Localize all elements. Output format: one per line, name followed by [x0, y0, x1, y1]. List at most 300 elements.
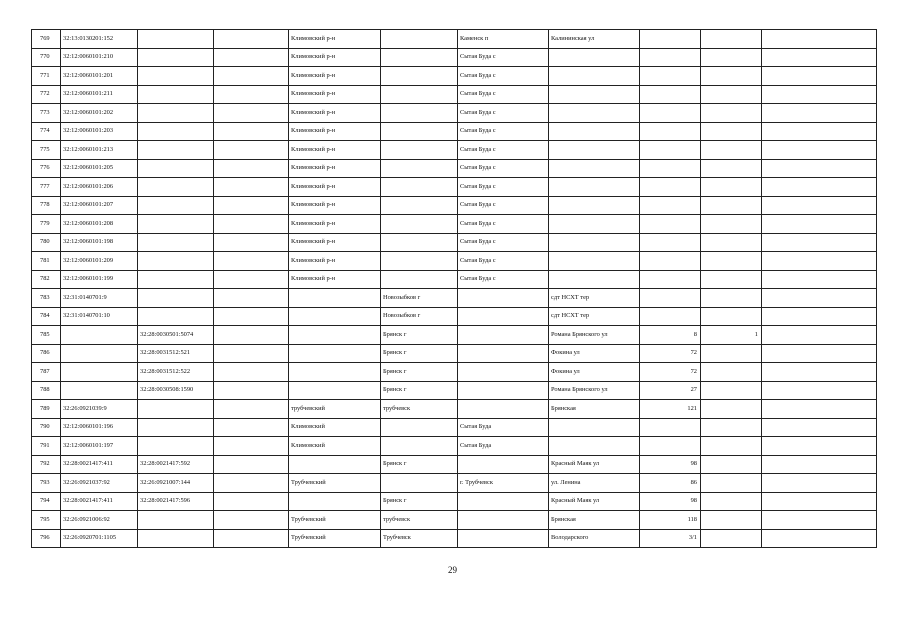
district-cell: Трубчевский [289, 511, 381, 530]
row-number-cell: 770 [32, 48, 61, 67]
settlement-cell: Сытая Буда с [458, 178, 549, 197]
building-number-cell [701, 492, 762, 511]
related-cadastral-number-cell [138, 233, 214, 252]
street-cell [549, 85, 640, 104]
col-4-cell [214, 307, 289, 326]
row-number-cell: 789 [32, 400, 61, 419]
col-11-cell [762, 122, 877, 141]
table-row [32, 492, 877, 511]
street-cell: ул. Ленина [549, 474, 640, 493]
house-number-cell [640, 122, 701, 141]
house-number-cell [640, 48, 701, 67]
col-11-cell [762, 270, 877, 289]
col-11-cell [762, 289, 877, 308]
house-number-cell: 72 [640, 344, 701, 363]
building-number-cell [701, 511, 762, 530]
col-11-cell [762, 363, 877, 382]
building-number-cell [701, 529, 762, 548]
related-cadastral-number-cell: 32:28:0030508:1590 [138, 381, 214, 400]
table-row [32, 67, 877, 86]
settlement-cell: Каменск п [458, 30, 549, 49]
city-cell [381, 474, 458, 493]
related-cadastral-number-cell [138, 48, 214, 67]
table-row [32, 48, 877, 67]
row-number-cell: 776 [32, 159, 61, 178]
settlement-cell: г. Трубчевск [458, 474, 549, 493]
table-row [32, 363, 877, 382]
house-number-cell [640, 233, 701, 252]
row-number-cell: 779 [32, 215, 61, 234]
related-cadastral-number-cell [138, 85, 214, 104]
cadastral-number-cell: 32:28:0021417:411 [61, 492, 138, 511]
col-4-cell [214, 67, 289, 86]
related-cadastral-number-cell [138, 30, 214, 49]
related-cadastral-number-cell [138, 196, 214, 215]
table-row [32, 233, 877, 252]
col-11-cell [762, 30, 877, 49]
cadastral-number-cell: 32:13:0130201:152 [61, 30, 138, 49]
col-11-cell [762, 85, 877, 104]
col-11-cell [762, 307, 877, 326]
col-4-cell [214, 48, 289, 67]
table-row [32, 381, 877, 400]
cadastral-number-cell: 32:12:0060101:202 [61, 104, 138, 123]
col-4-cell [214, 363, 289, 382]
col-11-cell [762, 67, 877, 86]
related-cadastral-number-cell: 32:28:0031512:522 [138, 363, 214, 382]
city-cell [381, 85, 458, 104]
col-4-cell [214, 418, 289, 437]
row-number-cell: 769 [32, 30, 61, 49]
related-cadastral-number-cell [138, 215, 214, 234]
related-cadastral-number-cell [138, 270, 214, 289]
street-cell: сдт НСХТ тер [549, 289, 640, 308]
building-number-cell [701, 85, 762, 104]
settlement-cell [458, 363, 549, 382]
street-cell: Фокина ул [549, 363, 640, 382]
row-number-cell: 773 [32, 104, 61, 123]
building-number-cell [701, 474, 762, 493]
cadastral-number-cell: 32:12:0060101:209 [61, 252, 138, 271]
row-number-cell: 791 [32, 437, 61, 456]
settlement-cell: Сытая Буда с [458, 104, 549, 123]
district-cell: Климовский [289, 437, 381, 456]
city-cell: трубчевск [381, 511, 458, 530]
building-number-cell [701, 67, 762, 86]
col-4-cell [214, 215, 289, 234]
house-number-cell [640, 85, 701, 104]
table-row [32, 270, 877, 289]
col-11-cell [762, 455, 877, 474]
street-cell [549, 67, 640, 86]
house-number-cell: 86 [640, 474, 701, 493]
cadastral-number-cell: 32:26:0921006:92 [61, 511, 138, 530]
col-11-cell [762, 233, 877, 252]
row-number-cell: 786 [32, 344, 61, 363]
related-cadastral-number-cell [138, 418, 214, 437]
district-cell [289, 455, 381, 474]
col-4-cell [214, 381, 289, 400]
building-number-cell [701, 159, 762, 178]
settlement-cell: Сытая Буда с [458, 233, 549, 252]
cadastral-number-cell: 32:12:0060101:201 [61, 67, 138, 86]
related-cadastral-number-cell [138, 400, 214, 419]
city-cell [381, 67, 458, 86]
city-cell [381, 437, 458, 456]
district-cell: Климовский р-н [289, 196, 381, 215]
street-cell: Романа Брянского ул [549, 381, 640, 400]
cadastral-number-cell: 32:12:0060101:196 [61, 418, 138, 437]
table-row [32, 326, 877, 345]
building-number-cell [701, 178, 762, 197]
district-cell [289, 381, 381, 400]
related-cadastral-number-cell: 32:28:0021417:596 [138, 492, 214, 511]
col-11-cell [762, 400, 877, 419]
district-cell: Климовский р-н [289, 233, 381, 252]
district-cell: Трубчевский [289, 474, 381, 493]
city-cell [381, 270, 458, 289]
city-cell [381, 30, 458, 49]
table-row [32, 85, 877, 104]
cadastral-number-cell: 32:31:0140701:9 [61, 289, 138, 308]
house-number-cell [640, 437, 701, 456]
row-number-cell: 782 [32, 270, 61, 289]
city-cell [381, 215, 458, 234]
house-number-cell: 27 [640, 381, 701, 400]
street-cell: сдт НСХТ тер [549, 307, 640, 326]
document-sheet [31, 29, 877, 548]
city-cell [381, 196, 458, 215]
house-number-cell: 3/1 [640, 529, 701, 548]
cadastral-number-cell [61, 344, 138, 363]
building-number-cell [701, 215, 762, 234]
col-11-cell [762, 437, 877, 456]
street-cell: Калининская ул [549, 30, 640, 49]
settlement-cell [458, 492, 549, 511]
city-cell [381, 122, 458, 141]
city-cell [381, 252, 458, 271]
house-number-cell [640, 252, 701, 271]
row-number-cell: 772 [32, 85, 61, 104]
city-cell [381, 233, 458, 252]
col-11-cell [762, 529, 877, 548]
row-number-cell: 783 [32, 289, 61, 308]
settlement-cell [458, 307, 549, 326]
col-4-cell [214, 270, 289, 289]
related-cadastral-number-cell [138, 529, 214, 548]
building-number-cell [701, 252, 762, 271]
city-cell: Трубчевск [381, 529, 458, 548]
related-cadastral-number-cell: 32:26:0921007:144 [138, 474, 214, 493]
related-cadastral-number-cell [138, 437, 214, 456]
cadastral-number-cell [61, 381, 138, 400]
table-row [32, 252, 877, 271]
col-11-cell [762, 141, 877, 160]
street-cell: Фокина ул [549, 344, 640, 363]
street-cell [549, 104, 640, 123]
row-number-cell: 792 [32, 455, 61, 474]
house-number-cell: 98 [640, 492, 701, 511]
cadastral-number-cell: 32:12:0060101:207 [61, 196, 138, 215]
house-number-cell [640, 178, 701, 197]
district-cell: Климовский р-н [289, 215, 381, 234]
col-4-cell [214, 30, 289, 49]
col-11-cell [762, 104, 877, 123]
settlement-cell: Сытая Буда с [458, 215, 549, 234]
col-4-cell [214, 492, 289, 511]
cadastral-number-cell: 32:31:0140701:10 [61, 307, 138, 326]
settlement-cell [458, 326, 549, 345]
building-number-cell [701, 270, 762, 289]
settlement-cell [458, 289, 549, 308]
district-cell: Климовский р-н [289, 141, 381, 160]
building-number-cell [701, 141, 762, 160]
table-row [32, 289, 877, 308]
city-cell [381, 141, 458, 160]
city-cell [381, 418, 458, 437]
table-body [32, 30, 877, 548]
row-number-cell: 785 [32, 326, 61, 345]
col-4-cell [214, 437, 289, 456]
city-cell [381, 48, 458, 67]
street-cell: Володарского [549, 529, 640, 548]
building-number-cell [701, 30, 762, 49]
building-number-cell [701, 307, 762, 326]
building-number-cell [701, 455, 762, 474]
city-cell [381, 104, 458, 123]
house-number-cell [640, 141, 701, 160]
table-row [32, 307, 877, 326]
district-cell [289, 326, 381, 345]
settlement-cell: Сытая Буда с [458, 196, 549, 215]
cadastral-number-cell: 32:28:0021417:411 [61, 455, 138, 474]
city-cell [381, 178, 458, 197]
col-4-cell [214, 474, 289, 493]
col-11-cell [762, 252, 877, 271]
district-cell [289, 289, 381, 308]
col-4-cell [214, 511, 289, 530]
district-cell: Климовский р-н [289, 178, 381, 197]
table-row [32, 474, 877, 493]
table-row [32, 437, 877, 456]
building-number-cell [701, 122, 762, 141]
building-number-cell [701, 233, 762, 252]
street-cell [549, 437, 640, 456]
col-11-cell [762, 474, 877, 493]
city-cell: Брянск г [381, 492, 458, 511]
street-cell [549, 215, 640, 234]
table-row [32, 418, 877, 437]
col-4-cell [214, 196, 289, 215]
cadastral-number-cell: 32:26:0921039:9 [61, 400, 138, 419]
district-cell [289, 492, 381, 511]
col-4-cell [214, 141, 289, 160]
col-4-cell [214, 252, 289, 271]
district-cell: Климовский р-н [289, 252, 381, 271]
row-number-cell: 795 [32, 511, 61, 530]
settlement-cell: Сытая Буда с [458, 159, 549, 178]
city-cell: Брянск г [381, 363, 458, 382]
table-row [32, 122, 877, 141]
district-cell: Климовский р-н [289, 48, 381, 67]
house-number-cell: 121 [640, 400, 701, 419]
district-cell: Климовский р-н [289, 67, 381, 86]
district-cell [289, 344, 381, 363]
cadastral-number-cell: 32:26:0921037:92 [61, 474, 138, 493]
col-11-cell [762, 326, 877, 345]
house-number-cell [640, 30, 701, 49]
col-11-cell [762, 492, 877, 511]
col-11-cell [762, 178, 877, 197]
row-number-cell: 781 [32, 252, 61, 271]
cadastral-number-cell [61, 363, 138, 382]
settlement-cell: Сытая Буда с [458, 141, 549, 160]
house-number-cell [640, 196, 701, 215]
related-cadastral-number-cell: 32:28:0030501:5074 [138, 326, 214, 345]
cadastral-number-cell: 32:12:0060101:211 [61, 85, 138, 104]
row-number-cell: 775 [32, 141, 61, 160]
house-number-cell [640, 215, 701, 234]
col-4-cell [214, 400, 289, 419]
street-cell [549, 196, 640, 215]
district-cell: Климовский р-н [289, 270, 381, 289]
related-cadastral-number-cell [138, 67, 214, 86]
street-cell [549, 122, 640, 141]
city-cell: Брянск г [381, 381, 458, 400]
street-cell [549, 270, 640, 289]
city-cell: трубчевск [381, 400, 458, 419]
building-number-cell [701, 289, 762, 308]
district-cell: Климовский р-н [289, 85, 381, 104]
col-4-cell [214, 529, 289, 548]
district-cell [289, 307, 381, 326]
street-cell [549, 233, 640, 252]
settlement-cell: Сытая Буда [458, 418, 549, 437]
table-row [32, 30, 877, 49]
row-number-cell: 794 [32, 492, 61, 511]
related-cadastral-number-cell: 32:28:0021417:592 [138, 455, 214, 474]
district-cell: Климовский р-н [289, 122, 381, 141]
cadastral-number-cell: 32:12:0060101:208 [61, 215, 138, 234]
district-cell: Климовский р-н [289, 30, 381, 49]
city-cell: Брянск г [381, 455, 458, 474]
col-4-cell [214, 104, 289, 123]
table-row [32, 215, 877, 234]
row-number-cell: 774 [32, 122, 61, 141]
related-cadastral-number-cell [138, 141, 214, 160]
house-number-cell [640, 67, 701, 86]
house-number-cell [640, 307, 701, 326]
settlement-cell [458, 400, 549, 419]
district-cell: Климовский р-н [289, 159, 381, 178]
related-cadastral-number-cell [138, 104, 214, 123]
cadastral-number-cell: 32:12:0060101:210 [61, 48, 138, 67]
street-cell: Брянская [549, 400, 640, 419]
street-cell: Красный Маяк ул [549, 492, 640, 511]
street-cell: Романа Брянского ул [549, 326, 640, 345]
cadastral-number-cell: 32:12:0060101:205 [61, 159, 138, 178]
col-11-cell [762, 196, 877, 215]
cadastral-table [31, 29, 877, 548]
col-4-cell [214, 455, 289, 474]
table-row [32, 196, 877, 215]
table-row [32, 511, 877, 530]
cadastral-number-cell: 32:12:0060101:206 [61, 178, 138, 197]
col-4-cell [214, 178, 289, 197]
city-cell: Брянск г [381, 326, 458, 345]
city-cell: Новозыбков г [381, 307, 458, 326]
street-cell [549, 141, 640, 160]
settlement-cell: Сытая Буда с [458, 122, 549, 141]
building-number-cell [701, 344, 762, 363]
row-number-cell: 778 [32, 196, 61, 215]
related-cadastral-number-cell [138, 159, 214, 178]
house-number-cell [640, 159, 701, 178]
col-4-cell [214, 326, 289, 345]
building-number-cell [701, 381, 762, 400]
district-cell: Климовский [289, 418, 381, 437]
street-cell [549, 159, 640, 178]
city-cell: Брянск г [381, 344, 458, 363]
col-11-cell [762, 215, 877, 234]
cadastral-number-cell: 32:12:0060101:213 [61, 141, 138, 160]
table-row [32, 141, 877, 160]
col-11-cell [762, 159, 877, 178]
col-11-cell [762, 344, 877, 363]
building-number-cell [701, 104, 762, 123]
related-cadastral-number-cell [138, 511, 214, 530]
row-number-cell: 771 [32, 67, 61, 86]
cadastral-number-cell: 32:12:0060101:198 [61, 233, 138, 252]
street-cell [549, 48, 640, 67]
table-row [32, 400, 877, 419]
row-number-cell: 796 [32, 529, 61, 548]
district-cell: трубчевский [289, 400, 381, 419]
col-11-cell [762, 48, 877, 67]
settlement-cell: Сытая Буда [458, 437, 549, 456]
house-number-cell: 98 [640, 455, 701, 474]
settlement-cell: Сытая Буда с [458, 252, 549, 271]
district-cell [289, 363, 381, 382]
related-cadastral-number-cell: 32:28:0031512:521 [138, 344, 214, 363]
row-number-cell: 777 [32, 178, 61, 197]
building-number-cell: 1 [701, 326, 762, 345]
building-number-cell [701, 48, 762, 67]
table-row [32, 455, 877, 474]
col-11-cell [762, 381, 877, 400]
related-cadastral-number-cell [138, 122, 214, 141]
col-4-cell [214, 289, 289, 308]
house-number-cell [640, 418, 701, 437]
settlement-cell: Сытая Буда с [458, 67, 549, 86]
col-4-cell [214, 122, 289, 141]
house-number-cell [640, 289, 701, 308]
district-cell: Трубчевский [289, 529, 381, 548]
building-number-cell [701, 196, 762, 215]
row-number-cell: 790 [32, 418, 61, 437]
col-4-cell [214, 85, 289, 104]
house-number-cell: 118 [640, 511, 701, 530]
related-cadastral-number-cell [138, 178, 214, 197]
settlement-cell [458, 344, 549, 363]
cadastral-number-cell: 32:12:0060101:203 [61, 122, 138, 141]
cadastral-number-cell: 32:12:0060101:199 [61, 270, 138, 289]
street-cell: Красный Маяк ул [549, 455, 640, 474]
street-cell [549, 178, 640, 197]
building-number-cell [701, 363, 762, 382]
house-number-cell: 8 [640, 326, 701, 345]
building-number-cell [701, 437, 762, 456]
